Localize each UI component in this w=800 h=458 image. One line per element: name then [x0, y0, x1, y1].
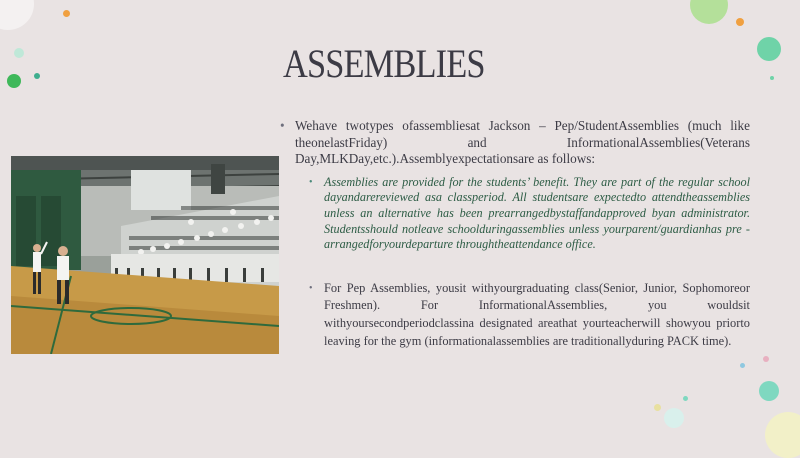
decor-dot — [34, 73, 40, 79]
bullet-text: Wehave twotypes ofassembliesat Jackson – Pep/StudentAssemblies (much like theonelastFriday) and InformationalAssemblies(Veterans Day,MLKDay,etc.).Assemblyexpectationsare as follows: — [295, 118, 750, 167]
decor-dot — [664, 408, 684, 428]
decor-dot — [14, 48, 24, 58]
sub-bullet-text: For Pep Assemblies, yousit withyourgraduating class(Senior, Junior, Sophomoreor Freshmen). For InformationalAssemblies, you wouldsit withyoursecondperiodclassina designated areathat yourteacherwill showyou priorto leaving for the gym (informationalassemblies are traditionallyduring PACK time). — [324, 280, 750, 348]
decor-dot — [683, 396, 688, 401]
bullet-glyph: • — [309, 282, 313, 294]
decor-dot — [763, 356, 769, 362]
decor-dot — [654, 404, 661, 411]
decor-dot — [765, 412, 800, 458]
bullet-glyph: • — [280, 118, 285, 133]
decor-dot — [690, 0, 728, 24]
decor-dot — [63, 10, 70, 17]
bullet-item — [280, 118, 750, 168]
decor-dot — [770, 76, 774, 80]
decor-dot — [7, 74, 21, 88]
sub-bullet-item — [309, 175, 750, 253]
decor-dot — [0, 0, 34, 30]
slide-content — [280, 118, 750, 350]
decor-dot — [736, 18, 744, 26]
bullet-glyph: • — [309, 176, 313, 188]
decor-dot — [757, 37, 781, 61]
sub-bullet-text: Assemblies are provided for the students’ benefit. They are part of the regular school dayandarereviewed asa classperiod. All studentsare expectedto attendtheassemblies unless an alternative has been prearrangedbystaffandapproved byan administrator. Studentsshould notleave schoolduringassemblies unless yourparent/guardianhas pre - arrangedforyourdeparture throughtheattendance office. — [324, 174, 750, 252]
sub-bullet-item — [309, 280, 750, 350]
slide-title: ASSEMBLIES — [283, 41, 485, 86]
decor-dot — [740, 363, 745, 368]
decor-dot — [759, 381, 779, 401]
gymnasium-assembly-photo — [11, 156, 279, 354]
